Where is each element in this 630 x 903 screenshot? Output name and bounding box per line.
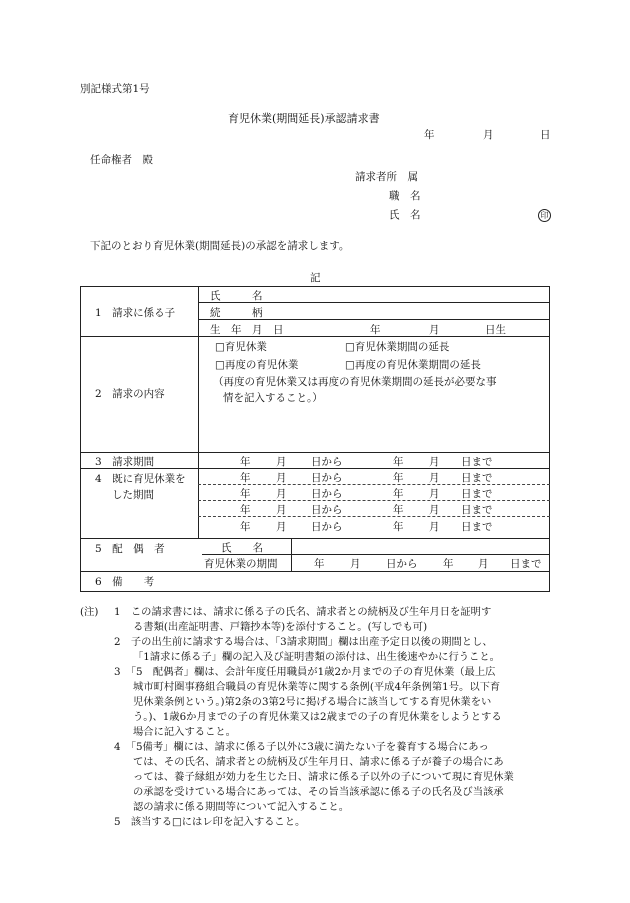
past-to-year: 年 — [393, 521, 404, 533]
child-birth-year: 年 — [370, 324, 381, 336]
addressee: 任命権者 殿 — [90, 154, 153, 166]
period-row-label: 3 請求期間 — [95, 456, 155, 468]
period-to-day: 日まで — [461, 456, 493, 468]
content-note-line2: 情を記入すること。） — [223, 392, 323, 404]
notes-head: (注) — [80, 606, 99, 618]
note-line: の承認を受けている場合にあっては、その旨当該承認に係る子の氏名及び当該承 — [133, 786, 504, 798]
content-row-label: 2 請求の内容 — [95, 388, 165, 400]
note-line: 3 「5 配偶者」欄は、会計年度任用職員が1歳2か月までの子の育児休業（最上広 — [114, 666, 496, 678]
spouse-from-month: 月 — [350, 558, 361, 570]
spouse-name-label: 氏 名 — [221, 542, 263, 554]
period-to-month: 月 — [429, 456, 440, 468]
note-line: 1 この請求書には、請求に係る子の氏名、請求者との続柄及び生年月日を証明す — [114, 606, 492, 618]
date-month: 月 — [483, 129, 494, 141]
option-childcare-leave-checkbox[interactable]: □育児休業 — [215, 341, 267, 353]
spouse-row-label: 5 配 偶 者 — [95, 543, 165, 555]
spouse-from-day: 日から — [386, 558, 418, 570]
period-from-day: 日から — [311, 456, 343, 468]
intro-text: 下記のとおり育児休業(期間延長)の承認を請求します。 — [90, 240, 350, 252]
date-day: 日 — [540, 129, 551, 141]
past-from-year: 年 — [240, 521, 251, 533]
option-repeat-leave-checkbox[interactable]: □再度の育児休業 — [215, 359, 299, 371]
past-to-year: 年 — [393, 472, 404, 484]
past-from-month: 月 — [276, 472, 287, 484]
note-line: っては、養子縁組が効力を生じた日、請求に係る子以外の子について現に育児休業 — [133, 771, 514, 783]
past-from-year: 年 — [240, 472, 251, 484]
child-relation-label: 続 柄 — [210, 307, 263, 319]
option-leave-extension-checkbox[interactable]: □育児休業期間の延長 — [345, 341, 450, 353]
note-line: 城市町村圏事務組合職員の育児休業等に関する条例(平成4年条例第1号。以下育 — [133, 681, 501, 693]
spouse-to-day: 日まで — [510, 558, 542, 570]
period-from-month: 月 — [276, 456, 287, 468]
request-table — [80, 286, 550, 592]
past-from-month: 月 — [276, 488, 287, 500]
child-birth-label: 生 年 月 日 — [210, 324, 284, 336]
date-year: 年 — [424, 129, 435, 141]
note-line: 認の請求に係る期間等について記入すること。 — [133, 801, 350, 813]
note-line: う。)、1歳6か月までの子の育児休業又は2歳までの子の育児休業をしようとする — [133, 711, 502, 723]
note-line: 5 該当する□にはレ印を記入すること。 — [114, 816, 306, 828]
past-from-month: 月 — [276, 504, 287, 516]
content-note-line1: （再度の育児休業又は再度の育児休業期間の延長が必要な事 — [213, 376, 497, 388]
past-leave-label-line2: した期間 — [112, 489, 154, 501]
note-line: 場合に記入すること。 — [133, 726, 236, 738]
past-leave-label-line1: 4 既に育児休業を — [95, 473, 186, 485]
past-to-day: 日まで — [461, 521, 493, 533]
past-to-day: 日まで — [461, 472, 493, 484]
past-from-day: 日から — [311, 504, 343, 516]
note-line: る書類(出産証明書、戸籍抄本等)を添付すること。(写しでも可) — [133, 621, 428, 633]
past-from-month: 月 — [276, 521, 287, 533]
past-to-month: 月 — [429, 472, 440, 484]
form-number: 別記様式第1号 — [80, 83, 150, 95]
past-from-day: 日から — [311, 521, 343, 533]
seal-mark: 印 — [538, 209, 551, 222]
past-from-year: 年 — [240, 504, 251, 516]
past-from-day: 日から — [311, 472, 343, 484]
spouse-to-year: 年 — [443, 558, 454, 570]
past-to-month: 月 — [429, 504, 440, 516]
period-to-year: 年 — [393, 456, 404, 468]
period-from-year: 年 — [240, 456, 251, 468]
past-from-day: 日から — [311, 488, 343, 500]
child-name-label: 氏 名 — [210, 290, 263, 302]
past-to-month: 月 — [429, 488, 440, 500]
child-birth-month: 月 — [429, 324, 440, 336]
past-to-day: 日まで — [461, 488, 493, 500]
past-to-year: 年 — [393, 488, 404, 500]
ki-mark: 記 — [310, 272, 321, 284]
spouse-leave-label: 育児休業の期間 — [204, 558, 278, 570]
past-from-year: 年 — [240, 488, 251, 500]
page-title: 育児休業(期間延長)承認請求書 — [228, 112, 380, 125]
requester-name-label: 氏 名 — [389, 209, 421, 221]
note-line: 児休業条例という。)第2条の3第2号に掲げる場合に該当してする育児休業をい — [133, 696, 492, 708]
past-to-day: 日まで — [461, 504, 493, 516]
past-to-year: 年 — [393, 504, 404, 516]
spouse-to-month: 月 — [478, 558, 489, 570]
note-line: 「1請求に係る子」欄の記入及び証明書類の添付は、出生後速やかに行うこと。 — [133, 651, 500, 663]
child-row-label: 1 請求に係る子 — [95, 307, 176, 319]
remarks-row-label: 6 備 考 — [95, 576, 155, 588]
spouse-from-year: 年 — [314, 558, 325, 570]
child-birth-day: 日生 — [485, 324, 506, 336]
note-line: 2 子の出生前に請求する場合は、「3請求期間」欄は出産予定日以後の期間とし、 — [114, 636, 493, 648]
note-line: ては、その氏名、請求者との続柄及び生年月日、請求に係る子が養子の場合にあ — [133, 756, 504, 768]
option-repeat-extension-checkbox[interactable]: □再度の育児休業期間の延長 — [345, 359, 481, 371]
past-to-month: 月 — [429, 521, 440, 533]
requester-affiliation-label: 請求者所 属 — [355, 171, 418, 183]
note-line: 4 「5備考」欄には、請求に係る子以外に3歳に満たない子を養育する場合にあっ — [114, 741, 489, 753]
requester-position-label: 職 名 — [389, 190, 421, 202]
